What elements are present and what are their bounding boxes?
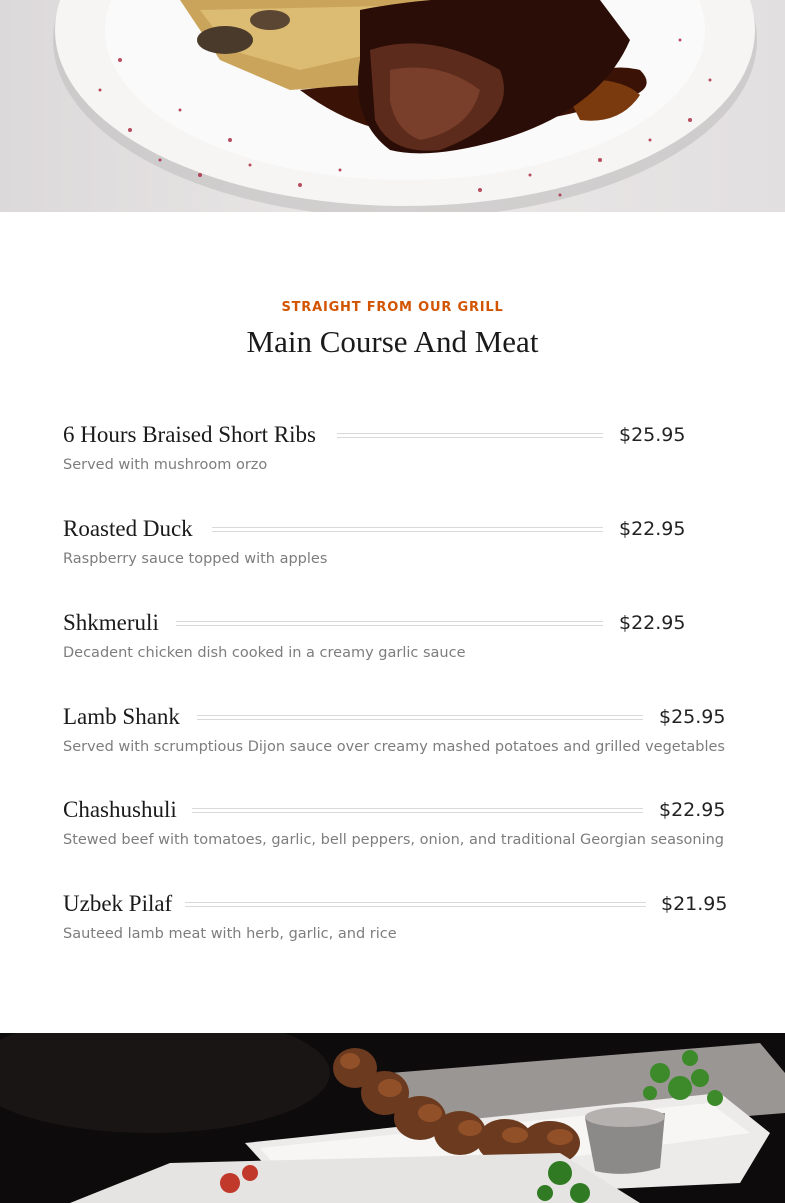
menu-item-name: Lamb Shank <box>63 704 180 729</box>
menu-item-price: $22.95 <box>619 518 686 540</box>
menu-item-price: $21.95 <box>661 893 728 915</box>
menu-item-divider <box>337 433 603 438</box>
hero-image-short-ribs <box>0 0 785 212</box>
hero-image-kebab-plates <box>0 1033 785 1203</box>
menu-item-price: $25.95 <box>659 706 726 728</box>
menu-item-divider <box>197 715 643 720</box>
menu-item-divider <box>176 621 603 626</box>
menu-item-description: Served with mushroom orzo <box>63 457 268 473</box>
menu-section-main-course <box>0 212 785 1033</box>
menu-item-name: Shkmeruli <box>63 610 159 635</box>
menu-item-divider <box>192 808 643 813</box>
section-eyebrow: STRAIGHT FROM OUR GRILL <box>281 300 504 315</box>
menu-item-divider <box>185 902 646 907</box>
menu-item-price: $22.95 <box>659 799 726 821</box>
menu-item-name: Chashushuli <box>63 797 177 822</box>
menu-item-name: Uzbek Pilaf <box>63 891 173 916</box>
menu-item-description: Served with scrumptious Dijon sauce over creamy mashed potatoes and grilled vegetables <box>63 739 725 755</box>
menu-item-description: Decadent chicken dish cooked in a creamy garlic sauce <box>63 645 466 661</box>
menu-item-price: $25.95 <box>619 424 686 446</box>
menu-item-description: Stewed beef with tomatoes, garlic, bell peppers, onion, and traditional Georgian seasoning <box>63 832 725 848</box>
menu-item-description: Sauteed lamb meat with herb, garlic, and rice <box>63 926 397 942</box>
menu-item-name: 6 Hours Braised Short Ribs <box>63 422 316 447</box>
menu-item-description: Raspberry sauce topped with apples <box>63 551 328 567</box>
menu-item-name: Roasted Duck <box>63 516 193 541</box>
section-title: Main Course And Meat <box>246 324 539 359</box>
menu-item-divider <box>212 527 603 532</box>
menu-item-price: $22.95 <box>619 612 686 634</box>
